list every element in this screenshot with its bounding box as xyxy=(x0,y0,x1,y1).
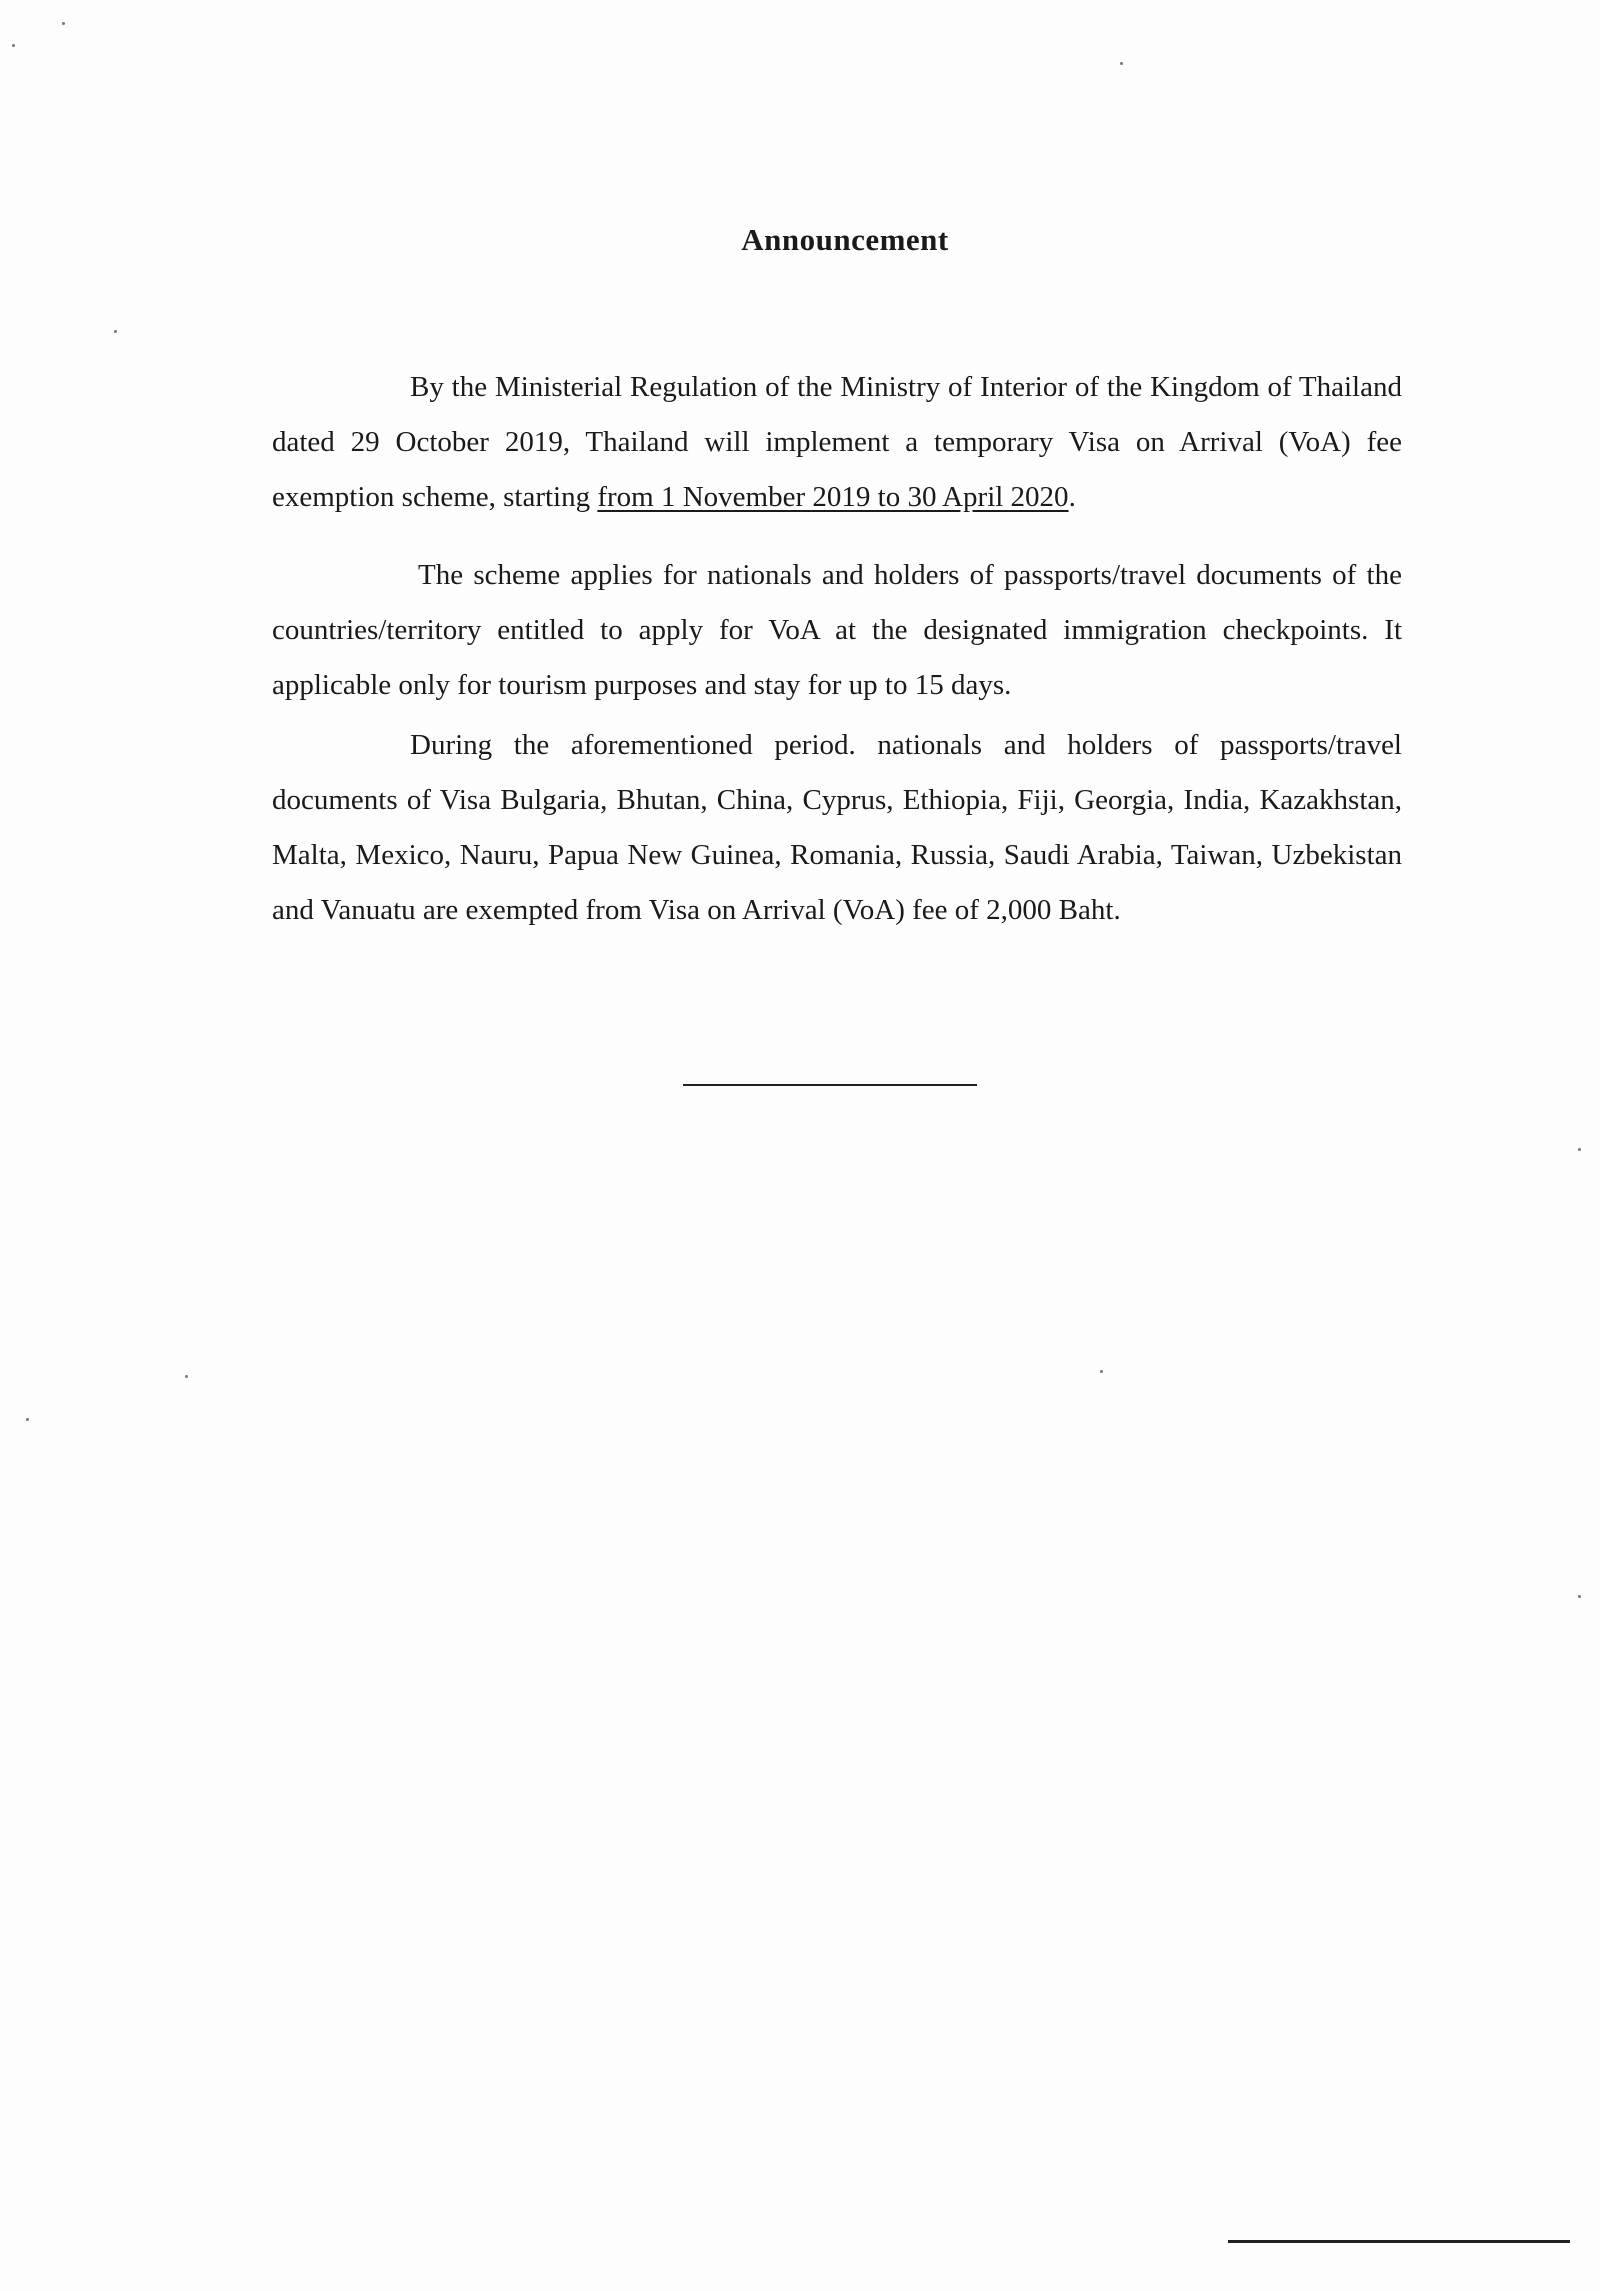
paragraph-scope xyxy=(272,548,1402,721)
scan-speck xyxy=(62,22,65,25)
paragraph-1-lead: By the Ministerial Regulation of the Ministry of Interior of the Kingdom of Thailand dated 29 October 2019, Thailand will implement a temporary Visa on Arrival (VoA) fee exemption scheme, starting xyxy=(272,371,1402,513)
scan-speck xyxy=(26,1418,29,1421)
paragraph-1-end: . xyxy=(1068,481,1076,513)
paragraph-2: The scheme applies for nationals and holders of passports/travel documents of the countries/territory entitled to apply for VoA at the designated immigration checkpoints. It applicable only for tourism purposes and stay for up to 15 days. xyxy=(272,559,1402,701)
paragraph-3: During the aforementioned period. nationals and holders of passports/travel documents of Visa Bulgaria, Bhutan, China, Cyprus, Ethiopia, Fiji, Georgia, India, Kazakhstan, Malta, Mexico, Nauru, Papua New Guinea, Romania, Russia, Saudi Arabia, Taiwan, Uzbekistan and Vanuatu are exempted from Visa on Arrival (VoA) fee of 2,000 Baht. xyxy=(272,729,1402,926)
scan-speck xyxy=(1578,1595,1581,1598)
paragraph-1 xyxy=(272,360,1402,525)
page-title: Announcement xyxy=(741,222,949,257)
scan-speck xyxy=(114,330,117,333)
paragraph-regulation xyxy=(272,360,1402,533)
scan-speck xyxy=(1578,1148,1581,1151)
scan-speck xyxy=(1100,1370,1103,1373)
exemption-period: from 1 November 2019 to 30 April 2020 xyxy=(597,481,1069,513)
end-of-text-rule xyxy=(683,1084,977,1086)
scan-speck xyxy=(185,1375,188,1378)
footer-rule xyxy=(1228,2240,1570,2243)
scan-speck xyxy=(12,44,15,47)
paragraph-countries xyxy=(272,718,1402,946)
scan-speck xyxy=(1120,62,1123,65)
